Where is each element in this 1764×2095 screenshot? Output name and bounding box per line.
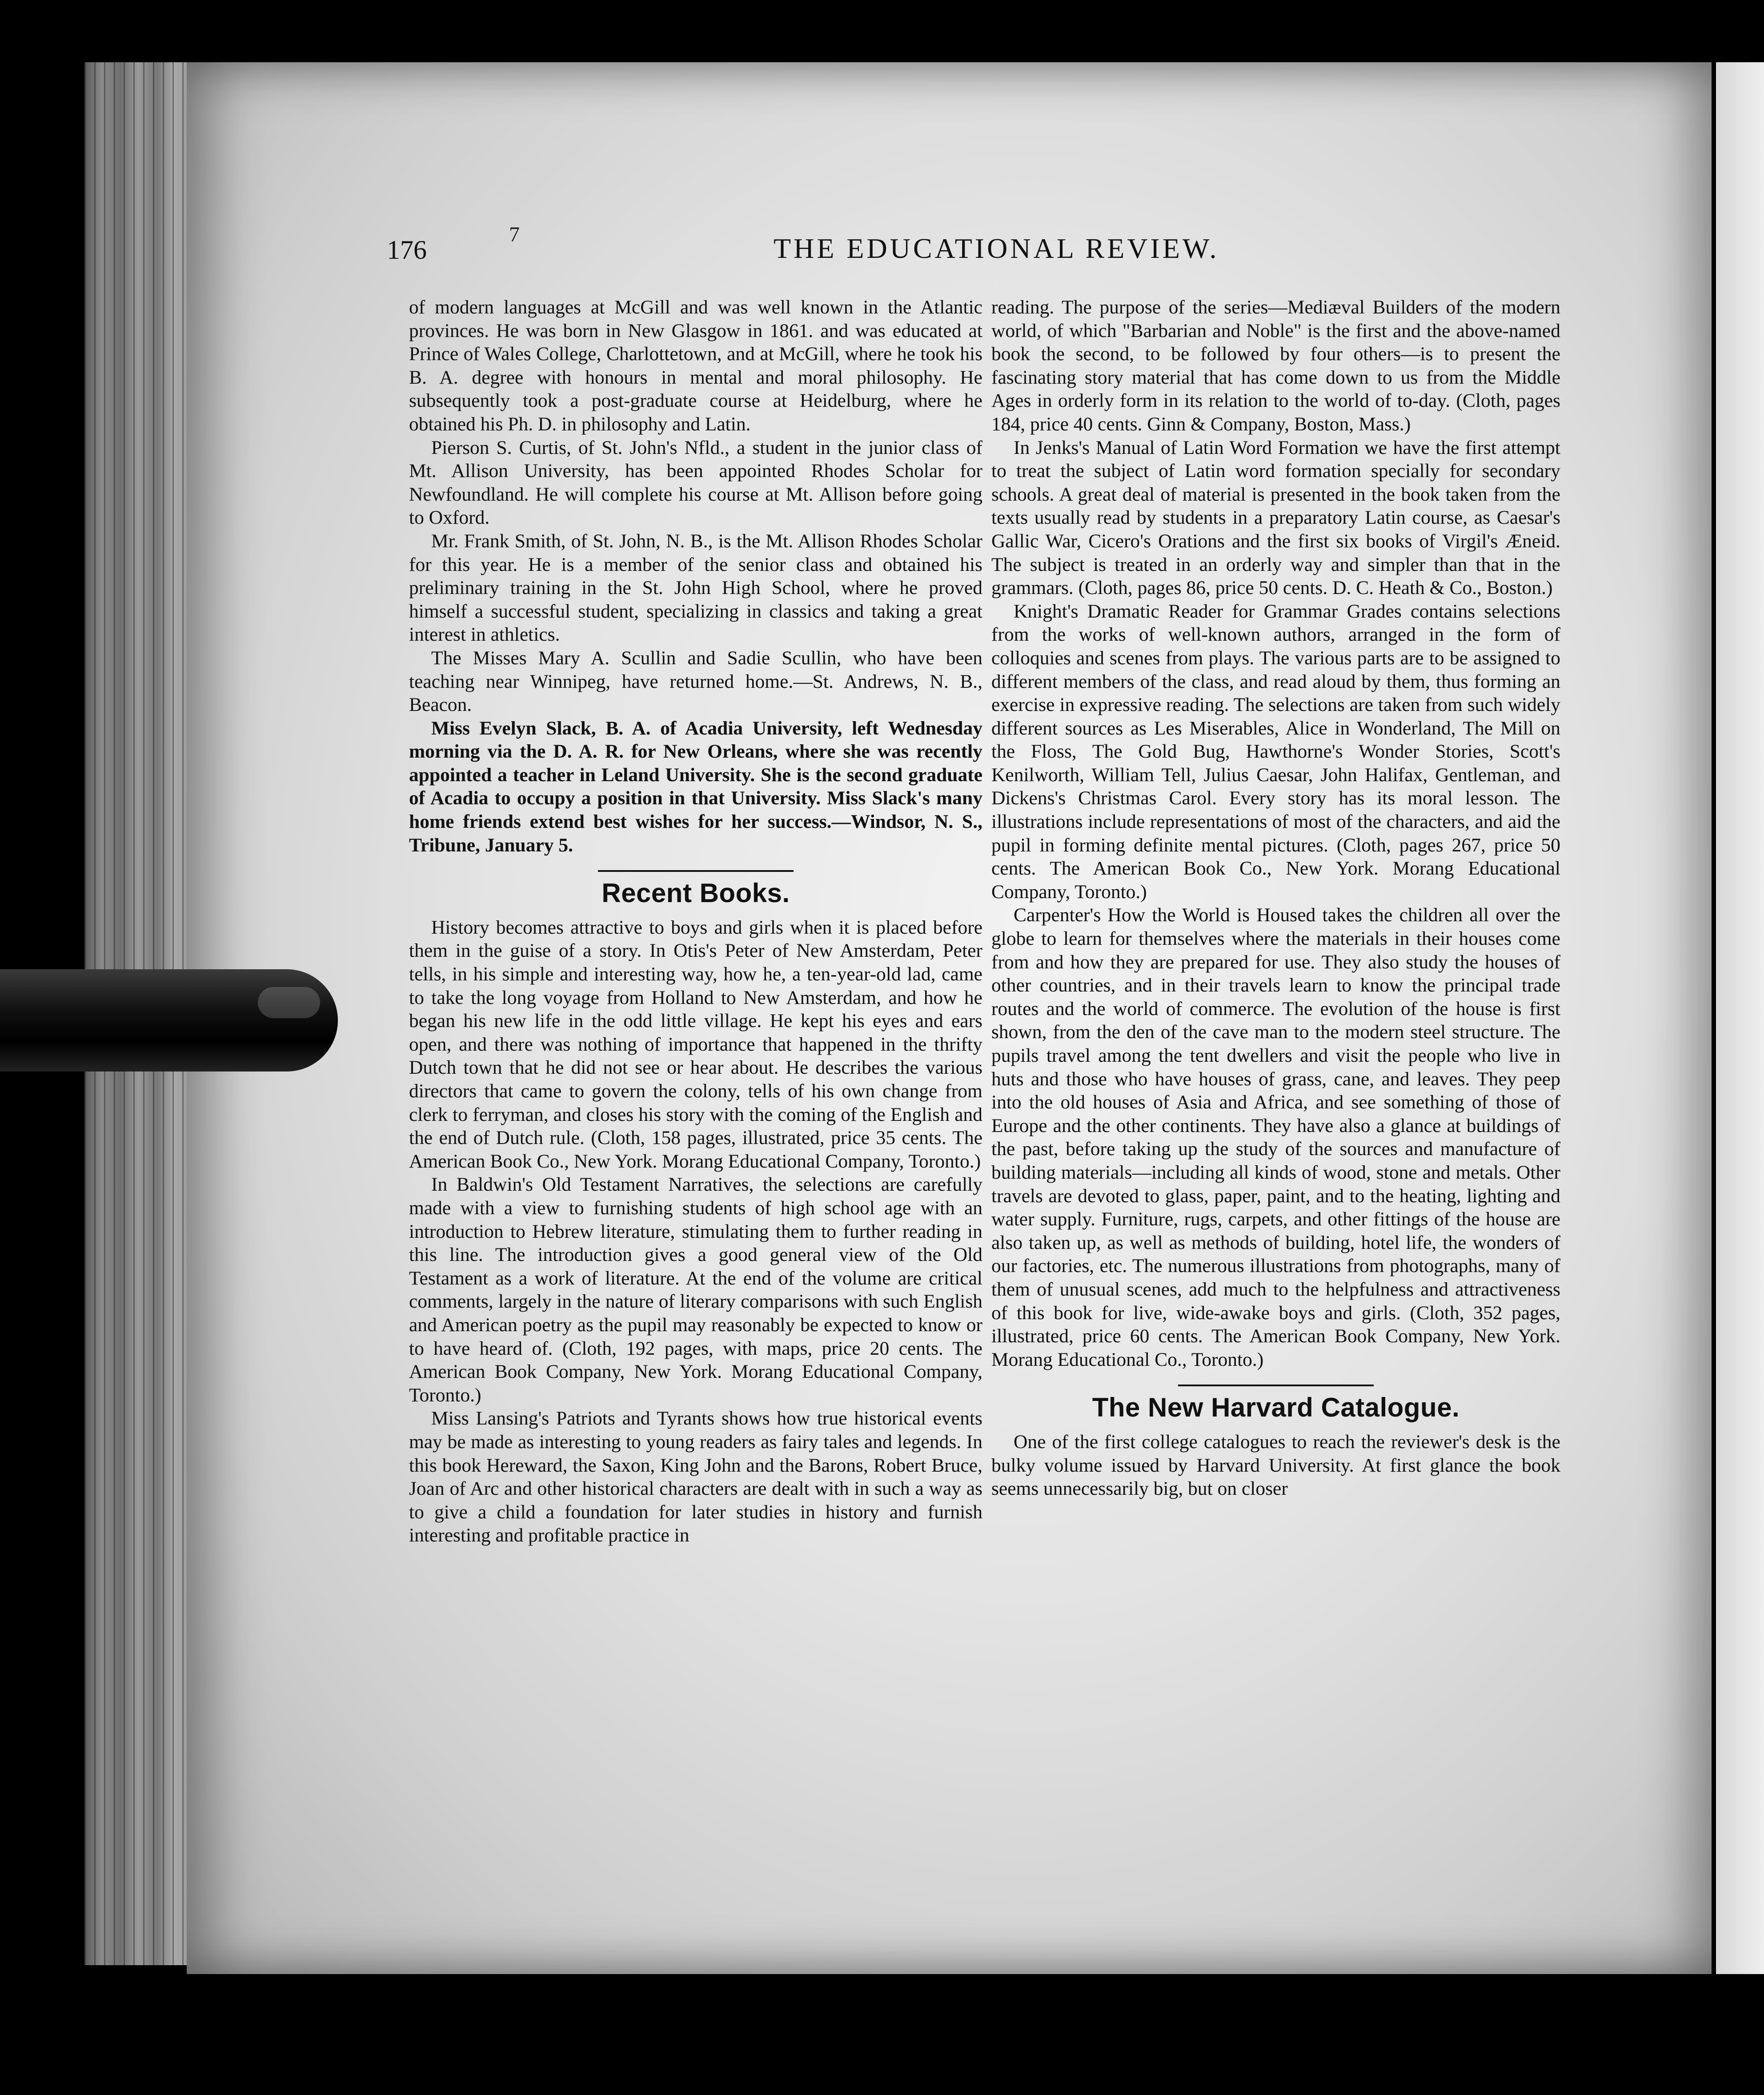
journal-title: THE EDUCATIONAL REVIEW. bbox=[774, 233, 1219, 264]
paragraph: of modern languages at McGill and was well known in the Atlantic provinces. He was born in New Glasgow in 1861. and was educated at Prince of Wales College, Charlottetown, and at McGill, where he took his B. A. degree with honours in mental and moral philosophy. He subsequently took a post-graduate course at Heidelburg, where he obtained his Ph. D. in philosophy and Latin. bbox=[409, 297, 982, 435]
paragraph: Miss Lansing's Patriots and Tyrants shows how true historical events may be made as interesting to young readers as fairy tales and legends. In this book Hereward, the Saxon, King John and the Barons, Robert Bruce, Joan of Arc and other historical characters are dealt with in such a way as to give a child a foundation for later studies in history and furnish interesting and profitable practice in bbox=[409, 1408, 982, 1546]
section-heading: Recent Books. bbox=[601, 878, 790, 908]
section-heading: The New Harvard Catalogue. bbox=[1092, 1393, 1460, 1423]
handwritten-mark: 7 bbox=[509, 223, 520, 246]
thumb-obstruction bbox=[0, 969, 338, 1072]
paragraph: Carpenter's How the World is Housed takes the children all over the globe to learn for themselves where the materials in their houses come from and how they are prepared for use. They also study the houses of other countries, and in their travels learn to know the principal trade routes and the world of commerce. The evolution of the house is first shown, from the den of the cave man to the modern steel structure. The pupils travel among the tent dwellers and visit the people who live in huts and those who have houses of grass, cane, and leaves. They peep into the old houses of Asia and Africa, and see something of those of Europe and the other continents. They have also a glance at buildings of the past, before taking up the study of the sources and manufacture of building materials—including all kinds of wood, stone and metals. Other travels are devoted to glass, paper, paint, and to the heating, lighting and water supply. Furniture, rugs, carpets, and other fittings of the house are also taken up, as well as methods of building, hotel life, the wonders of our factories, etc. The numerous illustrations from photographs, many of them of unusual scenes, add much to the helpfulness and attractiveness of this book for live, wide-awake boys and girls. (Cloth, 352 pages, illustrated, price 60 cents. The American Book Company, New York. Morang Educational Co., Toronto.) bbox=[991, 904, 1560, 1370]
paragraph: reading. The purpose of the series—Mediæval Builders of the modern world, of which "Barbarian and Noble" is the first and the above-named book the second, to be followed by four others—is to present the fascinating story material that has come down to us from the Middle Ages in orderly form in its relation to the world of to-day. (Cloth, pages 184, price 40 cents. Ginn & Company, Boston, Mass.) bbox=[991, 297, 1560, 435]
paragraph: History becomes attractive to boys and girls when it is placed before them in the guise of a story. In Otis's Peter of New Amsterdam, Peter tells, in his simple and interesting way, how he, a ten-year-old lad, came to take the long voyage from Holland to New Amsterdam, and how he began his new life in the odd little village. He kept his eyes and ears open, and there was nothing of importance that happened in the thrifty Dutch town that he did not see or hear about. He describes the various directors that came to govern the colony, tells of his own change from clerk to ferryman, and closes his story with the coming of the English and the end of Dutch rule. (Cloth, 158 pages, illustrated, price 35 cents. The American Book Co., New York. Morang Educational Company, Toronto.) bbox=[409, 916, 982, 1172]
paragraph: Miss Evelyn Slack, B. A. of Acadia University, left Wednesday morning via the D. A. R. for New Orleans, where she was recently appointed a teacher in Leland University. She is the second graduate of Acadia to occupy a position in that University. Miss Slack's many home friends extend best wishes for her success.—Windsor, N. S., Tribune, January 5. bbox=[409, 717, 982, 856]
paragraph: In Jenks's Manual of Latin Word Formation we have the first attempt to treat the subject of Latin word formation specially for secondary schools. A great deal of material is presented in the book taken from the texts usually read by students in a preparatory Latin course, as Caesar's Gallic War, Cicero's Orations and the first six books of Virgil's Æneid. The subject is treated in an orderly way and simpler than that in the grammars. (Cloth, pages 86, price 50 cents. D. C. Heath & Co., Boston.) bbox=[991, 437, 1560, 599]
paragraph: Pierson S. Curtis, of St. John's Nfld., a student in the junior class of Mt. Allison University, has been appointed Rhodes Scholar for Newfoundland. He will complete his course at Mt. Allison before going to Oxford. bbox=[409, 437, 982, 529]
page-number: 176 bbox=[387, 235, 427, 265]
paragraph: In Baldwin's Old Testament Narratives, the selections are carefully made with a view to furnishing students of high school age with an introduction to Hebrew literature, stimulating them to further reading in this line. The introduction gives a good general view of the Old Testament as a work of literature. At the end of the volume are critical comments, largely in the nature of literary comparisons with such English and American poetry as the pupil may reasonably be expected to know or to have heard of. (Cloth, 192 pages, with maps, price 20 cents. The American Book Company, New York. Morang Educational Company, Toronto.) bbox=[409, 1174, 982, 1406]
left-column bbox=[409, 296, 982, 1547]
paragraph: One of the first college catalogues to reach the reviewer's desk is the bulky volume issued by Harvard University. At first glance the book seems unnecessarily big, but on closer bbox=[991, 1431, 1560, 1500]
paragraph: Mr. Frank Smith, of St. John, N. B., is the Mt. Allison Rhodes Scholar for this year. He is a member of the senior class and obtained his preliminary training in the St. John High School, where he proved himself a successful student, specializing in classics and taking a great interest in athletics. bbox=[409, 530, 982, 646]
section-divider bbox=[1178, 1385, 1374, 1386]
paragraph: Knight's Dramatic Reader for Grammar Grades contains selections from the works of well-known authors, arranged in the form of colloquies and scenes from plays. The various parts are to be assigned to different members of the class, and read aloud by them, thus forming an exercise in expressive reading. The selections are taken from such widely different sources as Les Miserables, Alice in Wonderland, The Mill on the Floss, The Gold Bug, Hawthorne's Wonder Stories, Scott's Kenilworth, William Tell, Julius Caesar, John Halifax, Gentleman, and Dickens's Christmas Carol. Every story has its moral lesson. The illustrations include representations of most of the characters, and aid the pupil in forming definite mental pictures. (Cloth, pages 267, price 50 cents. The American Book Co., New York. Morang Educational Company, Toronto.) bbox=[991, 600, 1560, 903]
paragraph: The Misses Mary A. Scullin and Sadie Scullin, who have been teaching near Winnipeg, have returned home.—St. Andrews, N. B., Beacon. bbox=[409, 647, 982, 716]
section-divider bbox=[598, 870, 794, 872]
right-column bbox=[991, 296, 1560, 1501]
